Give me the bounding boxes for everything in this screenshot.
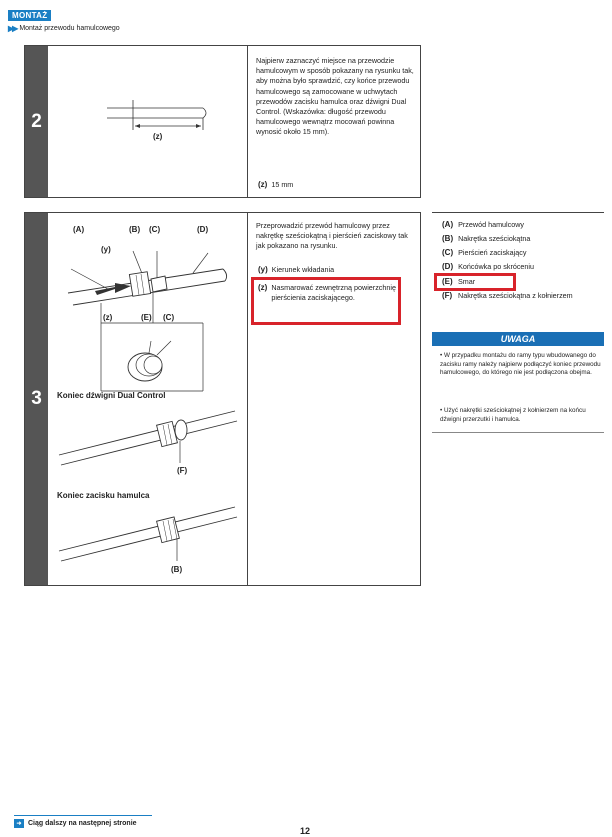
legend-item: (E) Smar [442,277,476,286]
caliper-end-diagram [55,499,245,569]
notice-item: • W przypadku montażu do ramy typu wbudowanego do zacisku ramy należy najpierw podłączyć koniec przewodu hamulcowego, do którego nie jest podłączona obejma. [440,352,601,377]
continue-label: Ciąg dalszy na następnej stronie [28,819,137,827]
param-y-label: (y) [258,265,268,274]
hose-marking-diagram [95,86,235,196]
label-b-caliper: (B) [171,565,183,574]
step-3-param-y [258,265,334,274]
breadcrumb [8,24,120,33]
highlight-box-grease [434,273,516,291]
step-2-param [258,180,293,189]
bullet-icon: • [440,352,444,359]
notice-divider [432,432,604,433]
bullet-icon: • [440,407,444,414]
diagram-label-z: (z) [153,132,163,141]
label-z: (z) [103,313,113,322]
legend-item: (C) Pierścień zaciskający [442,248,527,257]
label-c: (C) [149,225,161,234]
column-divider [247,213,248,585]
legend-item: (D) Końcówka po skróceniu [442,262,535,271]
step-number: 2 [25,46,48,197]
double-arrow-icon: ▶▶ [8,24,17,33]
continue-link[interactable] [14,815,152,830]
param-z-label: (z) [258,283,268,292]
label-a: (A) [73,225,85,234]
label-y: (y) [101,245,111,254]
param-label: (z) [258,180,268,189]
label-c-detail: (C) [163,313,175,322]
notice-item: • Użyć nakrętki sześciokątnej z kołnierzem na końcu dźwigni przerzutki i hamulca. [440,407,586,423]
highlight-box-lubricate [251,277,401,325]
label-f: (F) [177,466,188,475]
arrow-right-icon: ➜ [14,819,24,828]
step-2-instructions: Najpierw zaznaczyć miejsce na przewodzie hamulcowym w sposób pokazany na rysunku tak, aby można było sprawdzić, czy końce przewodu hamulcowego są zamocowane w uchwytach przewodów zacisku hamulca oraz dźwigni Dual Control. (Wskazówka: długość przewodu hamulcowego wewnątrz mocowań powinna wynosić około 15 mm). [256,56,414,137]
section-tag: MONTAŻ [8,10,51,21]
notice-title: UWAGA [432,332,604,346]
page-subtitle: Montaż przewodu hamulcowego [19,25,120,32]
legend-item: (F) Nakrętka sześciokątna z kołnierzem [442,291,573,300]
step-3-instructions: Przeprowadzić przewód hamulcowy przez nakrętkę sześciokątną i pierścień zaciskowy tak jak pokazano na rysunku. [256,221,408,251]
dual-control-end-diagram [55,403,245,473]
param-y-value: Kierunek wkładania [271,265,335,274]
label-d: (D) [197,225,209,234]
label-e: (E) [141,313,152,322]
legend-item: (B) Nakrętka sześciokątna [442,234,531,243]
step-number: 3 [25,213,48,585]
step-2-box [24,45,421,198]
param-z-value: Nasmarować zewnętrzną powierzchnię pierścienia zaciskającego. [271,283,396,302]
caption-caliper-end: Koniec zacisku hamulca [57,491,150,500]
label-b: (B) [129,225,141,234]
caption-dual-control: Koniec dźwigni Dual Control [57,391,166,400]
page-number: 12 [300,826,311,836]
column-divider [247,46,248,197]
param-value: 15 mm [271,180,294,189]
step-3-box [24,212,421,586]
legend-item: (A) Przewód hamulcowy [442,220,525,229]
